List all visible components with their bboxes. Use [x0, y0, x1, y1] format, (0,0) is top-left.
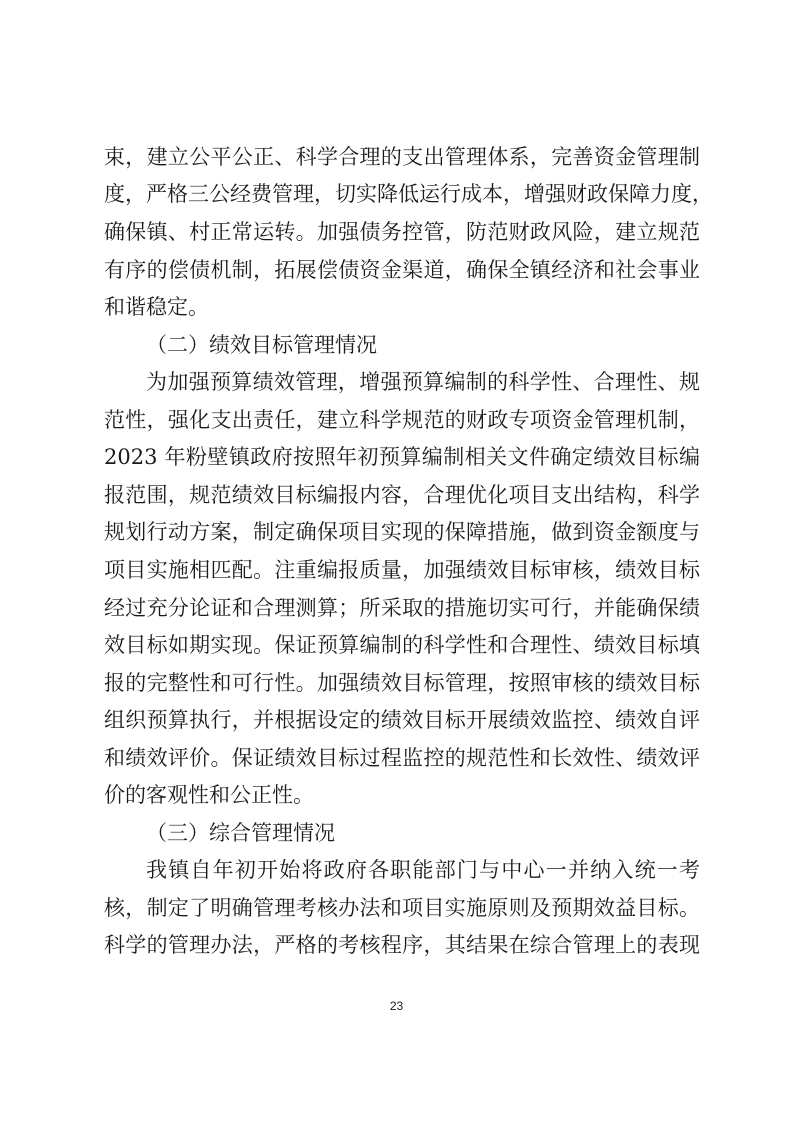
- text-line: 项目实施相匹配。注重编报质量，加强绩效目标审核，绩效目标: [104, 558, 700, 582]
- text-line: 有序的偿债机制，拓展偿债资金渠道，确保全镇经济和社会事业: [104, 258, 700, 282]
- text-line: 组织预算执行，并根据设定的绩效目标开展绩效监控、绩效自评: [104, 708, 700, 732]
- text-line: 规划行动方案，制定确保项目实现的保障措施，做到资金额度与: [104, 520, 700, 544]
- text-line: 度，严格三公经费管理，切实降低运行成本，增强财政保障力度，: [104, 182, 713, 206]
- text-line: 科学的管理办法，严格的考核程序，其结果在综合管理上的表现: [104, 933, 700, 957]
- text-line: 2023 年粉壁镇政府按照年初预算编制相关文件确定绩效目标编: [104, 445, 700, 469]
- text-line: 范性，强化支出责任，建立科学规范的财政专项资金管理机制，: [104, 408, 700, 432]
- text-line: 和谐稳定。: [104, 295, 209, 319]
- text-line: 价的客观性和公正性。: [104, 783, 314, 807]
- section-heading-3: （三）综合管理情况: [146, 821, 335, 845]
- text-line: 束，建立公平公正、科学合理的支出管理体系，完善资金管理制: [104, 145, 700, 169]
- section-heading-2: （二）绩效目标管理情况: [146, 333, 377, 357]
- text-line: 确保镇、村正常运转。加强债务控管，防范财政风险，建立规范: [104, 220, 700, 244]
- text-line: 经过充分论证和合理测算；所采取的措施切实可行，并能确保绩: [104, 596, 700, 620]
- text-line: 我镇自年初开始将政府各职能部门与中心一并纳入统一考: [146, 858, 700, 882]
- text-line: 和绩效评价。保证绩效目标过程监控的规范性和长效性、绩效评: [104, 746, 700, 770]
- text-line: 核，制定了明确管理考核办法和项目实施原则及预期效益目标。: [104, 896, 700, 920]
- text-line: 报的完整性和可行性。加强绩效目标管理，按照审核的绩效目标: [104, 671, 700, 695]
- text-line: 效目标如期实现。保证预算编制的科学性和合理性、绩效目标填: [104, 633, 700, 657]
- text-line: 为加强预算绩效管理，增强预算编制的科学性、合理性、规: [146, 370, 700, 394]
- text-line: 报范围，规范绩效目标编报内容，合理优化项目支出结构，科学: [104, 483, 700, 507]
- page-number: 23: [389, 999, 404, 1013]
